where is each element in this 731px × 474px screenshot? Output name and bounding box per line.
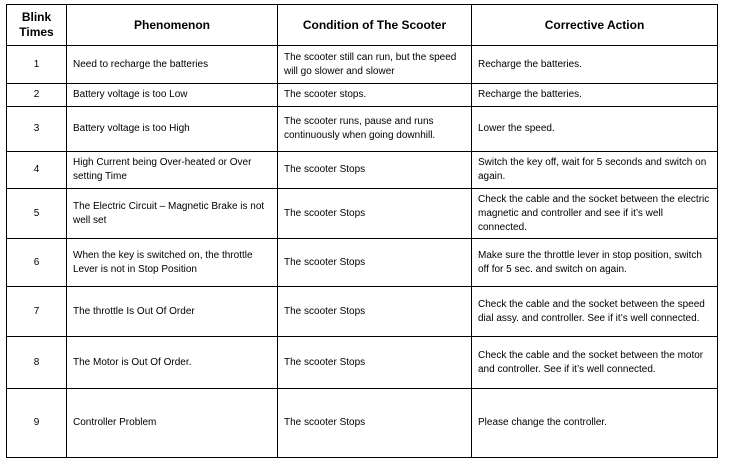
blink-count: 9 [7, 389, 67, 458]
phenomenon-cell: Controller Problem [67, 389, 278, 458]
blink-count: 2 [7, 84, 67, 107]
table-row [7, 107, 718, 152]
blink-count: 5 [7, 189, 67, 239]
phenomenon-cell: Battery voltage is too High [67, 107, 278, 152]
blink-count: 1 [7, 46, 67, 84]
blink-count: 3 [7, 107, 67, 152]
blink-count: 7 [7, 287, 67, 337]
table-row [7, 239, 718, 287]
blink-count: 8 [7, 337, 67, 389]
table-row [7, 46, 718, 84]
table-row [7, 84, 718, 107]
action-cell: Check the cable and the socket between the speed dial assy. and controller. See if it’s well connected. [472, 287, 718, 337]
action-cell: Check the cable and the socket between the electric magnetic and controller and see if it’s well connected. [472, 189, 718, 239]
header-phenomenon: Phenomenon [67, 5, 278, 46]
troubleshooting-table [6, 4, 718, 458]
phenomenon-cell: High Current being Over-heated or Over setting Time [67, 152, 278, 189]
header-row [7, 5, 718, 46]
action-cell: Lower the speed. [472, 107, 718, 152]
phenomenon-cell: The Motor is Out Of Order. [67, 337, 278, 389]
phenomenon-cell: Need to recharge the batteries [67, 46, 278, 84]
action-cell: Check the cable and the socket between the motor and controller. See if it’s well connected. [472, 337, 718, 389]
phenomenon-cell: The throttle Is Out Of Order [67, 287, 278, 337]
condition-cell: The scooter Stops [278, 287, 472, 337]
header-condition: Condition of The Scooter [278, 5, 472, 46]
condition-cell: The scooter Stops [278, 239, 472, 287]
table-row [7, 189, 718, 239]
condition-cell: The scooter runs, pause and runs continuously when going downhill. [278, 107, 472, 152]
blink-count: 4 [7, 152, 67, 189]
condition-cell: The scooter Stops [278, 189, 472, 239]
condition-cell: The scooter Stops [278, 389, 472, 458]
phenomenon-cell: The Electric Circuit – Magnetic Brake is not well set [67, 189, 278, 239]
condition-cell: The scooter Stops [278, 337, 472, 389]
table-row [7, 389, 718, 458]
action-cell: Make sure the throttle lever in stop position, switch off for 5 sec. and switch on again. [472, 239, 718, 287]
phenomenon-cell: When the key is switched on, the throttle Lever is not in Stop Position [67, 239, 278, 287]
table-row [7, 287, 718, 337]
action-cell: Switch the key off, wait for 5 seconds and switch on again. [472, 152, 718, 189]
condition-cell: The scooter stops. [278, 84, 472, 107]
table-row [7, 152, 718, 189]
action-cell: Recharge the batteries. [472, 46, 718, 84]
troubleshooting-table-wrapper [6, 4, 718, 458]
header-blink-times: Blink Times [7, 5, 67, 46]
condition-cell: The scooter Stops [278, 152, 472, 189]
action-cell: Please change the controller. [472, 389, 718, 458]
phenomenon-cell: Battery voltage is too Low [67, 84, 278, 107]
condition-cell: The scooter still can run, but the speed will go slower and slower [278, 46, 472, 84]
action-cell: Recharge the batteries. [472, 84, 718, 107]
blink-count: 6 [7, 239, 67, 287]
header-corrective-action: Corrective Action [472, 5, 718, 46]
table-row [7, 337, 718, 389]
